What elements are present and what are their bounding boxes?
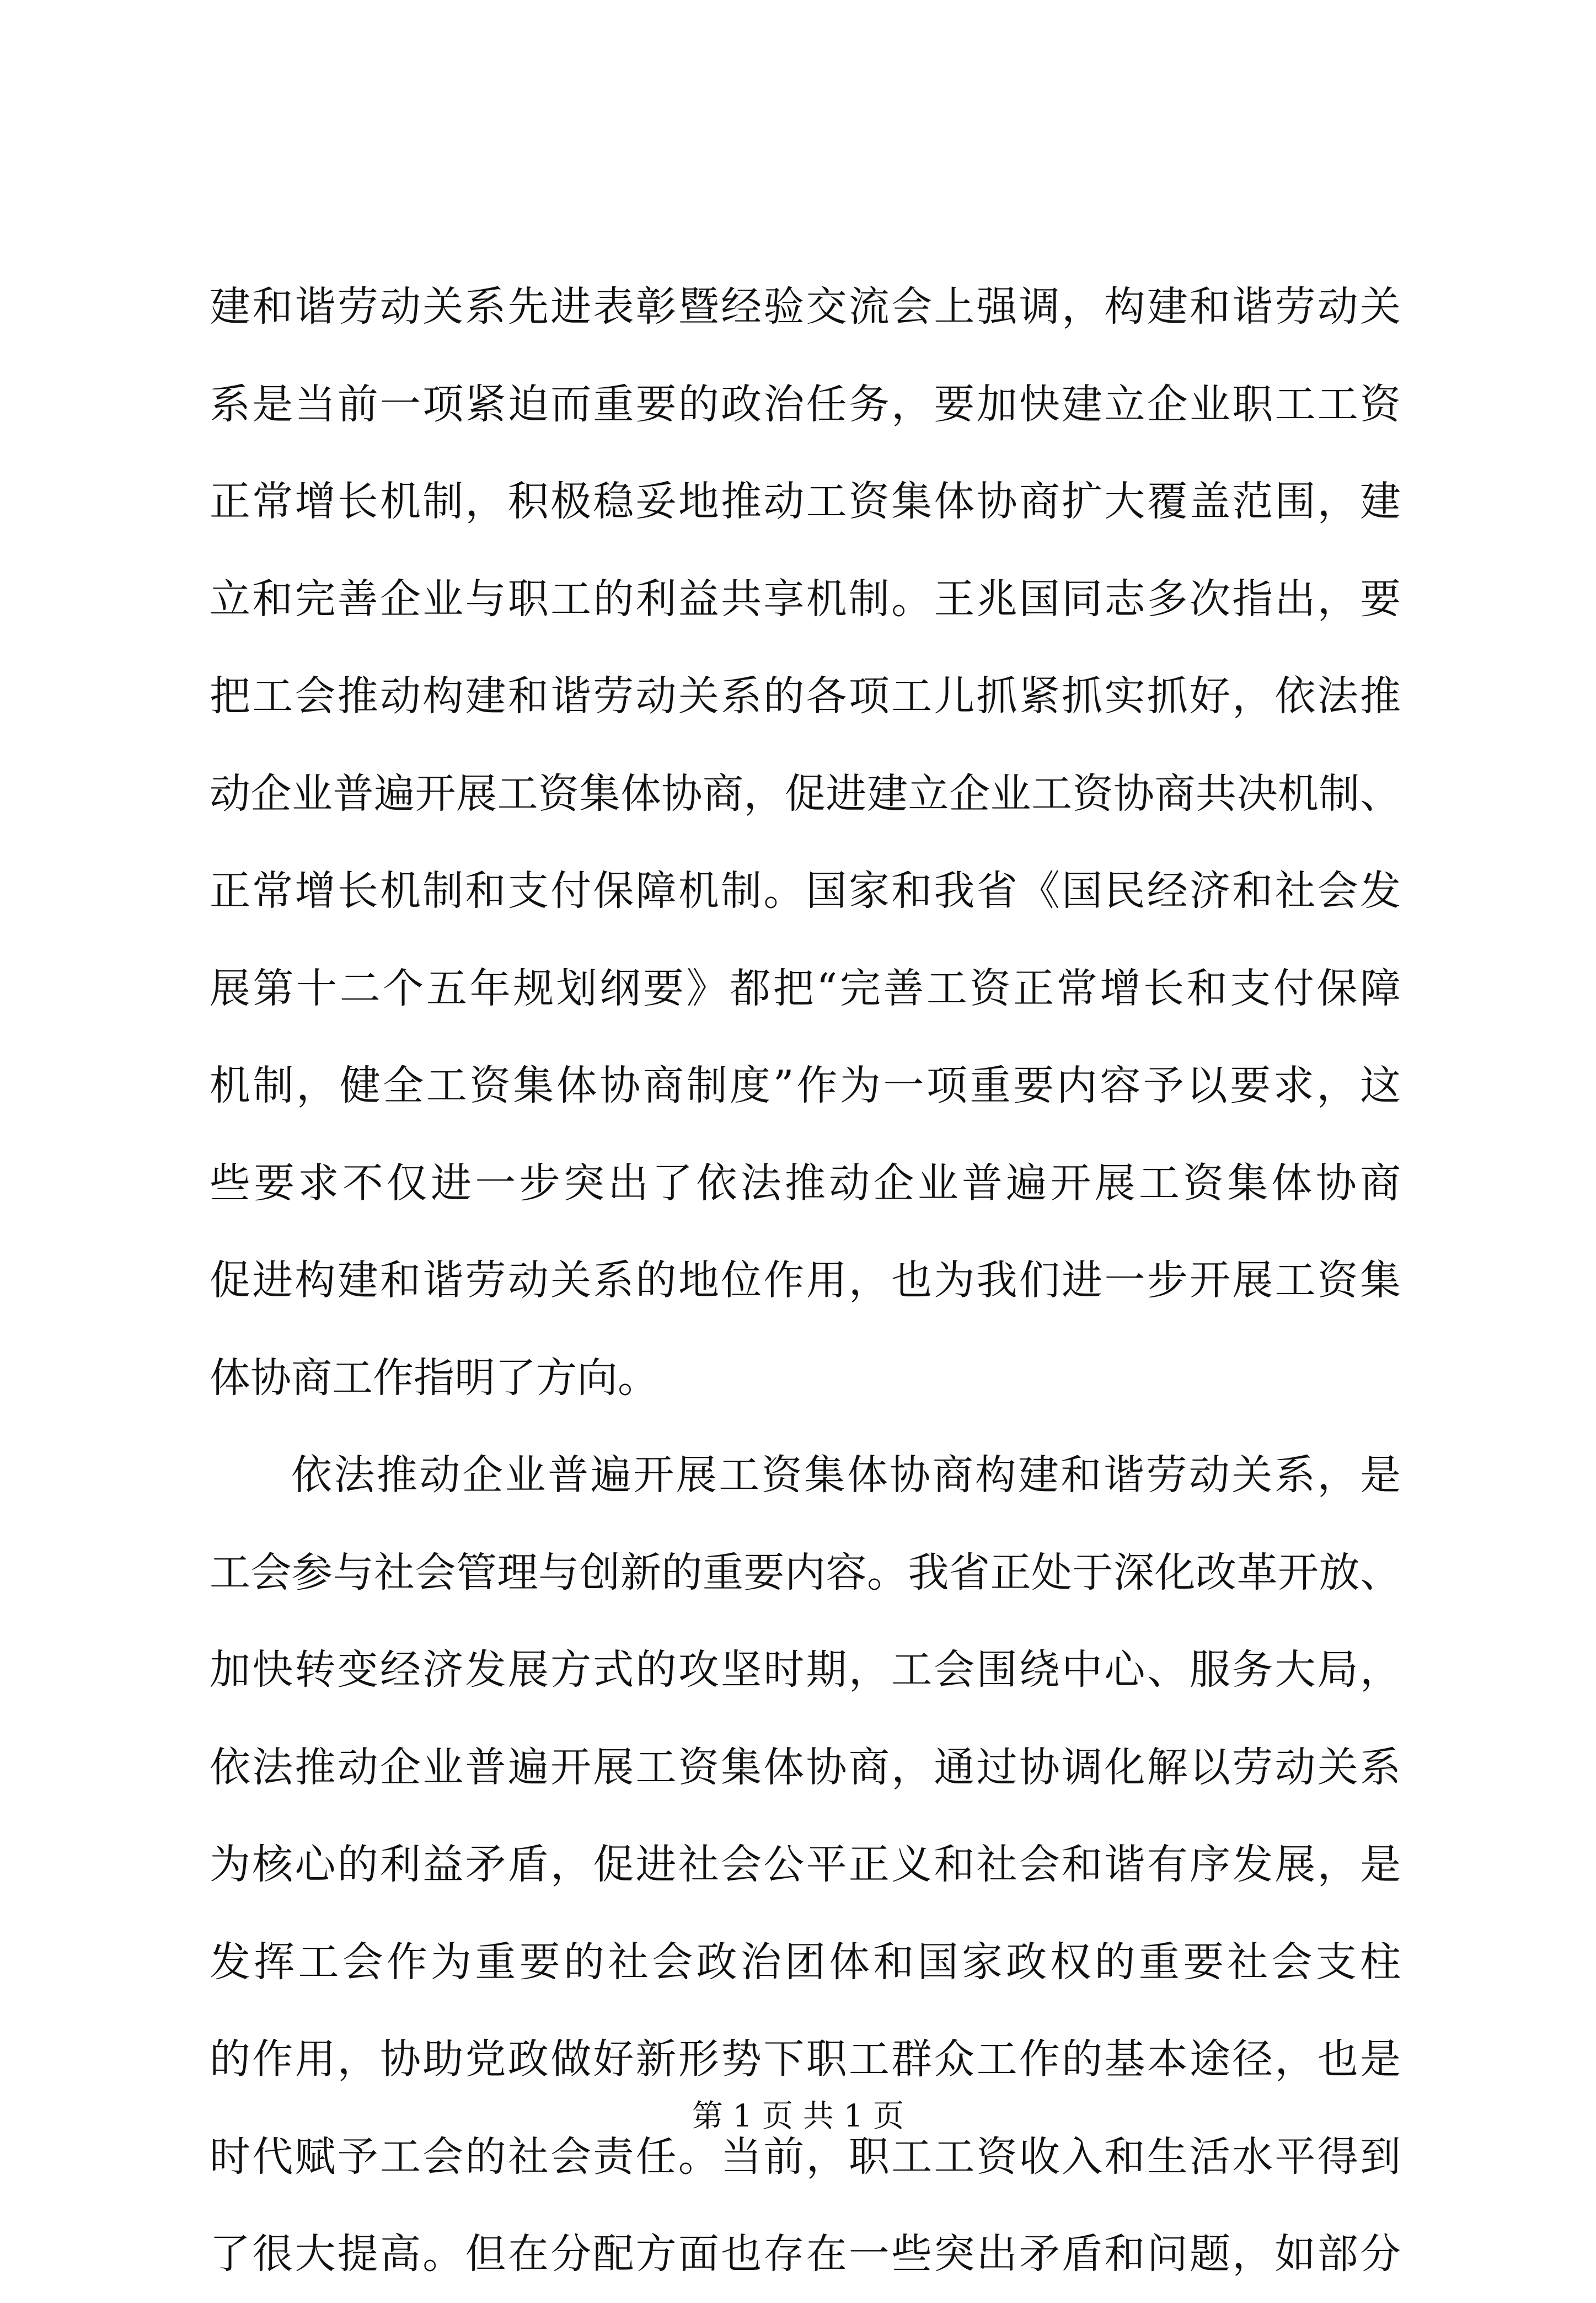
text-line: 把工会推动构建和谐劳动关系的各项工儿抓紧抓实抓好，依法推 <box>210 672 1401 720</box>
text-line: 正常增长机制和支付保障机制。国家和我省《国民经济和社会发 <box>210 867 1401 915</box>
text-line: 的作用，协助党政做好新形势下职工群众工作的基本途径，也是 <box>210 2035 1401 2083</box>
text-line: 正常增长机制，积极稳妥地推动工资集体协商扩大覆盖范围，建 <box>210 478 1401 525</box>
page-footer: 第 1 页 共 1 页 <box>692 2098 904 2134</box>
text-line: 机制，健全工资集体协商制度”作为一项重要内容予以要求，这 <box>210 1062 1401 1109</box>
text-line: 些要求不仅进一步突出了依法推动企业普遍开展工资集体协商 <box>210 1159 1401 1207</box>
text-line: 展第十二个五年规划纲要》都把“完善工资正常增长和支付保障 <box>210 964 1401 1012</box>
text-line: 发挥工会作为重要的社会政治团体和国家政权的重要社会支柱 <box>210 1938 1401 1986</box>
document-body <box>210 258 1401 2303</box>
text-line: 立和完善企业与职工的利益共享机制。王兆国同志多次指出，要 <box>210 575 1401 623</box>
text-line: 系是当前一项紧迫而重要的政治任务，要加快建立企业职工工资 <box>210 380 1401 428</box>
text-line: 工会参与社会管理与创新的重要内容。我省正处于深化改革开放、 <box>210 1548 1401 1596</box>
text-line: 促进构建和谐劳动关系的地位作用，也为我们进一步开展工资集 <box>210 1257 1401 1304</box>
text-line: 了很大提高。但在分配方面也存在一些突出矛盾和问题，如部分 <box>210 2230 1401 2278</box>
paragraph-first-line: 依法推动企业普遍开展工资集体协商构建和谐劳动关系，是 <box>291 1451 1401 1499</box>
text-line: 动企业普遍开展工资集体协商，促进建立企业工资协商共决机制、 <box>210 770 1401 817</box>
text-line: 为核心的利益矛盾，促进社会公平正义和社会和谐有序发展，是 <box>210 1841 1401 1888</box>
text-line: 依法推动企业普遍开展工资集体协商，通过协调化解以劳动关系 <box>210 1743 1401 1791</box>
text-line: 时代赋予工会的社会责任。当前，职工工资收入和生活水平得到 <box>210 2133 1401 2181</box>
text-line: 建和谐劳动关系先进表彰暨经验交流会上强调，构建和谐劳动关 <box>210 283 1401 330</box>
text-line: 加快转变经济发展方式的攻坚时期，工会围绕中心、服务大局， <box>210 1646 1401 1693</box>
paragraph-end-line: 体协商工作指明了方向。 <box>210 1354 658 1402</box>
